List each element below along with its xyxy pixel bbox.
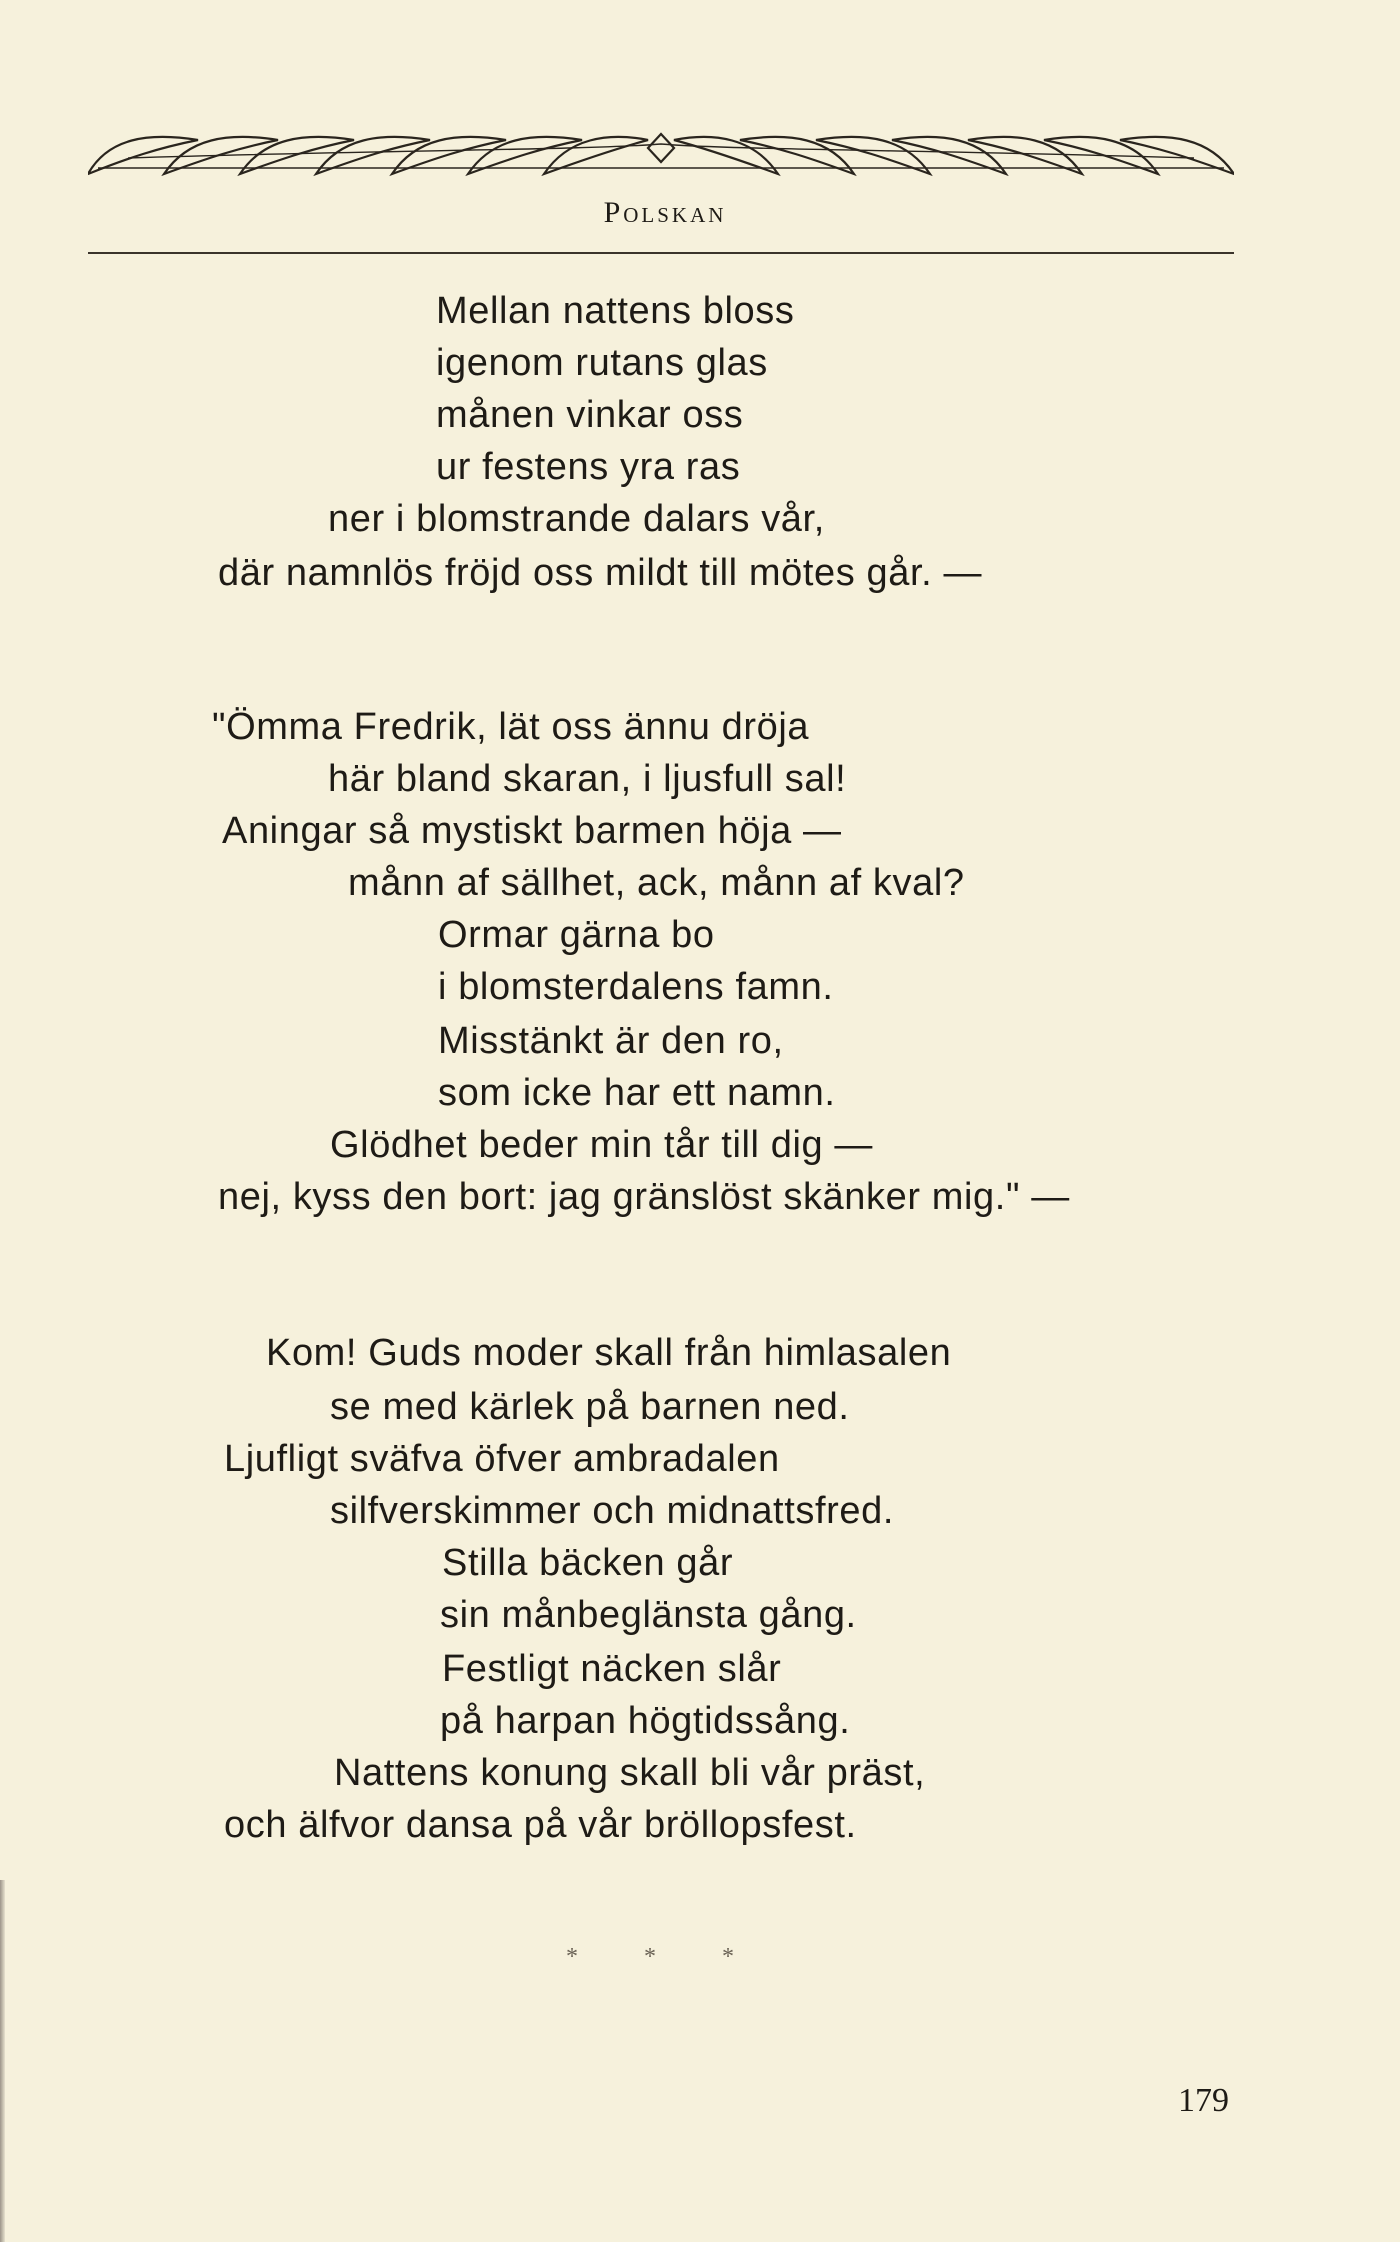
poem-line: här bland skaran, i ljusfull sal! [328, 758, 847, 800]
poem-line: som icke har ett namn. [438, 1072, 836, 1114]
poem-line: på harpan högtidssång. [440, 1700, 851, 1742]
poem-line: silfverskimmer och midnattsfred. [330, 1490, 895, 1532]
poem-line: Stilla bäcken går [442, 1542, 734, 1584]
poem-line: månen vinkar oss [436, 394, 744, 436]
poem-line: Ormar gärna bo [438, 914, 715, 956]
poem-line: Glödhet beder min tår till dig — [330, 1124, 873, 1166]
poem-line: Nattens konung skall bli vår präst, [334, 1752, 926, 1794]
section-asterism: * * * [566, 1944, 764, 1970]
poem-line: sin månbeglänsta gång. [440, 1594, 857, 1636]
poem-line: se med kärlek på barnen ned. [330, 1386, 850, 1428]
poem-line: Misstänkt är den ro, [438, 1020, 784, 1062]
poem-line: månn af sällhet, ack, månn af kval? [348, 862, 965, 904]
poem-line: Ljufligt sväfva öfver ambradalen [224, 1438, 780, 1480]
page-number: 179 [1178, 2082, 1229, 2119]
binding-edge [0, 1880, 5, 2242]
poem-line: Aningar så mystiskt barmen höja — [222, 810, 842, 852]
poem-line: ur festens yra ras [436, 446, 741, 488]
running-head: Polskan [603, 196, 727, 229]
poem-line: Festligt näcken slår [442, 1648, 782, 1690]
poem-line: igenom rutans glas [436, 342, 768, 384]
poem-line: "Ömma Fredrik, lät oss ännu dröja [212, 706, 810, 748]
poem-line: ner i blomstrande dalars vår, [328, 498, 825, 540]
poem-line: där namnlös fröjd oss mildt till mötes går. — [218, 552, 983, 594]
poem-line: Mellan nattens bloss [436, 290, 795, 332]
poem-line: Kom! Guds moder skall från himlasalen [266, 1332, 952, 1374]
poem-line: nej, kyss den bort: jag gränslöst skänker mig." — [218, 1176, 1070, 1218]
poem-line: i blomsterdalens famn. [438, 966, 834, 1008]
poem-line: och älfvor dansa på vår bröllopsfest. [224, 1804, 857, 1846]
